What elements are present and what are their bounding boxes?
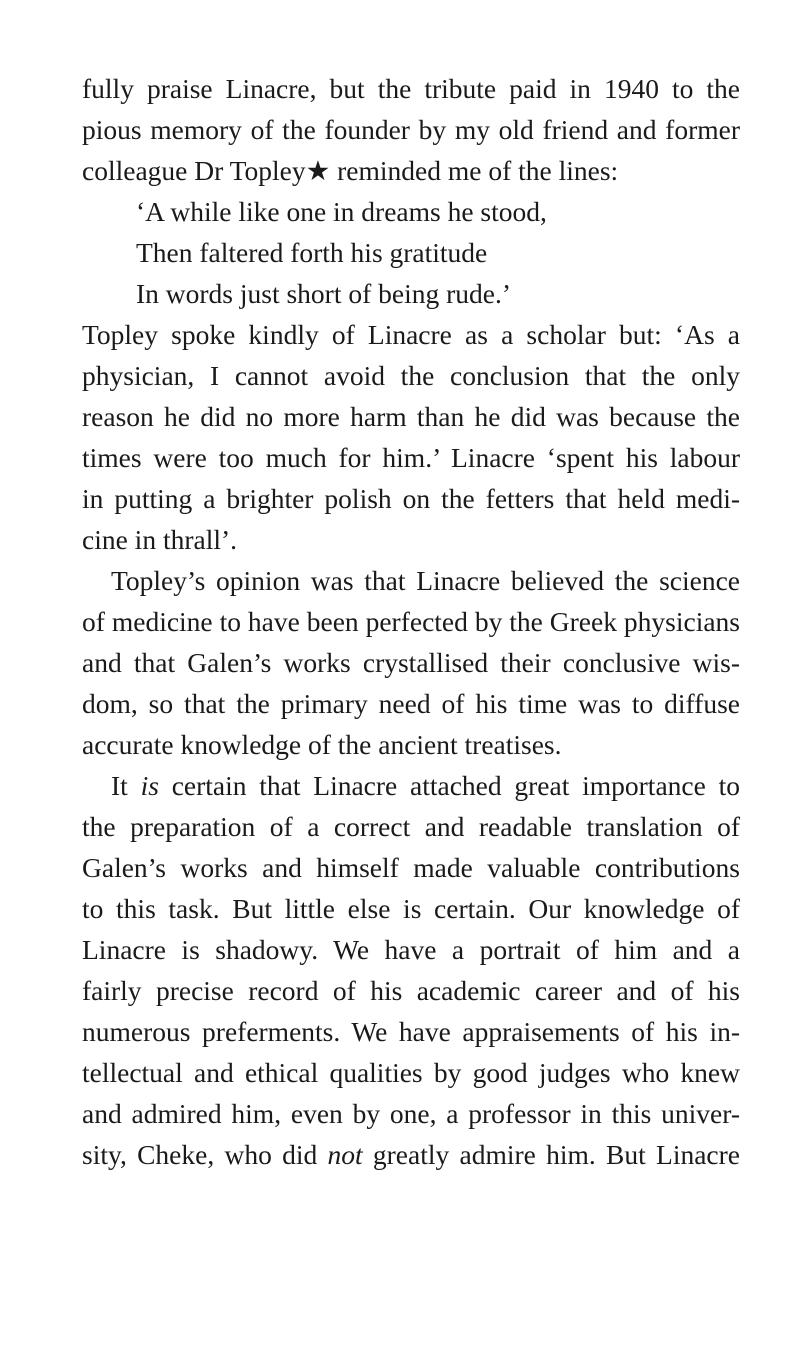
text-line-25: tellectual and ethical qualities by good judges who knew: [82, 1057, 740, 1088]
text-line-22: Linacre is shadowy. We have a portrait of him and a: [82, 934, 740, 965]
text-line-8: physician, I cannot avoid the conclusion that the only: [82, 360, 740, 391]
text-line-18: [111, 765, 740, 806]
text-line-16: dom, so that the primary need of his time was to diffuse: [82, 688, 740, 719]
text-line-20: Galen’s works and himself made valuable contributions: [82, 852, 740, 883]
text-line-12: cine in thrall’.: [82, 524, 238, 555]
text-line-26: and admired him, even by one, a professor in this univer-: [82, 1098, 740, 1129]
text-segment: sity, Cheke, who did: [82, 1139, 328, 1170]
text-segment: certain that Linacre attached great importance to: [158, 770, 740, 801]
text-line-15: and that Galen’s works crystallised their conclusive wis-: [82, 647, 740, 678]
text-line-11: in putting a brighter polish on the fetters that held medi-: [82, 483, 740, 514]
text-line-13: Topley’s opinion was that Linacre believed the science: [111, 565, 740, 596]
text-line-23: fairly precise record of his academic career and of his: [82, 975, 740, 1006]
text-line-3: colleague Dr Topley★ reminded me of the lines:: [82, 155, 619, 186]
text-line-27: [82, 1134, 740, 1175]
emphasis-not: not: [327, 1139, 363, 1170]
verse-line-3: In words just short of being rude.’: [136, 278, 512, 309]
text-segment: greatly admire him. But Linacre: [362, 1139, 740, 1170]
text-line-9: reason he did no more harm than he did was because the: [82, 401, 740, 432]
text-segment: It: [111, 770, 141, 801]
verse-line-1: ‘A while like one in dreams he stood,: [136, 196, 547, 227]
verse-line-2: Then faltered forth his gratitude: [136, 237, 488, 268]
text-line-17: accurate knowledge of the ancient treatises.: [82, 729, 562, 760]
text-line-24: numerous preferments. We have appraisements of his in-: [82, 1016, 740, 1047]
text-line-19: the preparation of a correct and readable translation of: [82, 811, 740, 842]
text-line-10: times were too much for him.’ Linacre ‘spent his labour: [82, 442, 740, 473]
text-line-1: fully praise Linacre, but the tribute paid in 1940 to the: [82, 73, 740, 104]
text-line-2: pious memory of the founder by my old friend and former: [82, 114, 740, 145]
text-line-7: Topley spoke kindly of Linacre as a scholar but: ‘As a: [82, 319, 740, 350]
emphasis-is: is: [140, 770, 159, 801]
text-line-21: to this task. But little else is certain. Our knowledge of: [82, 893, 740, 924]
text-line-14: of medicine to have been perfected by the Greek physicians: [82, 606, 740, 637]
